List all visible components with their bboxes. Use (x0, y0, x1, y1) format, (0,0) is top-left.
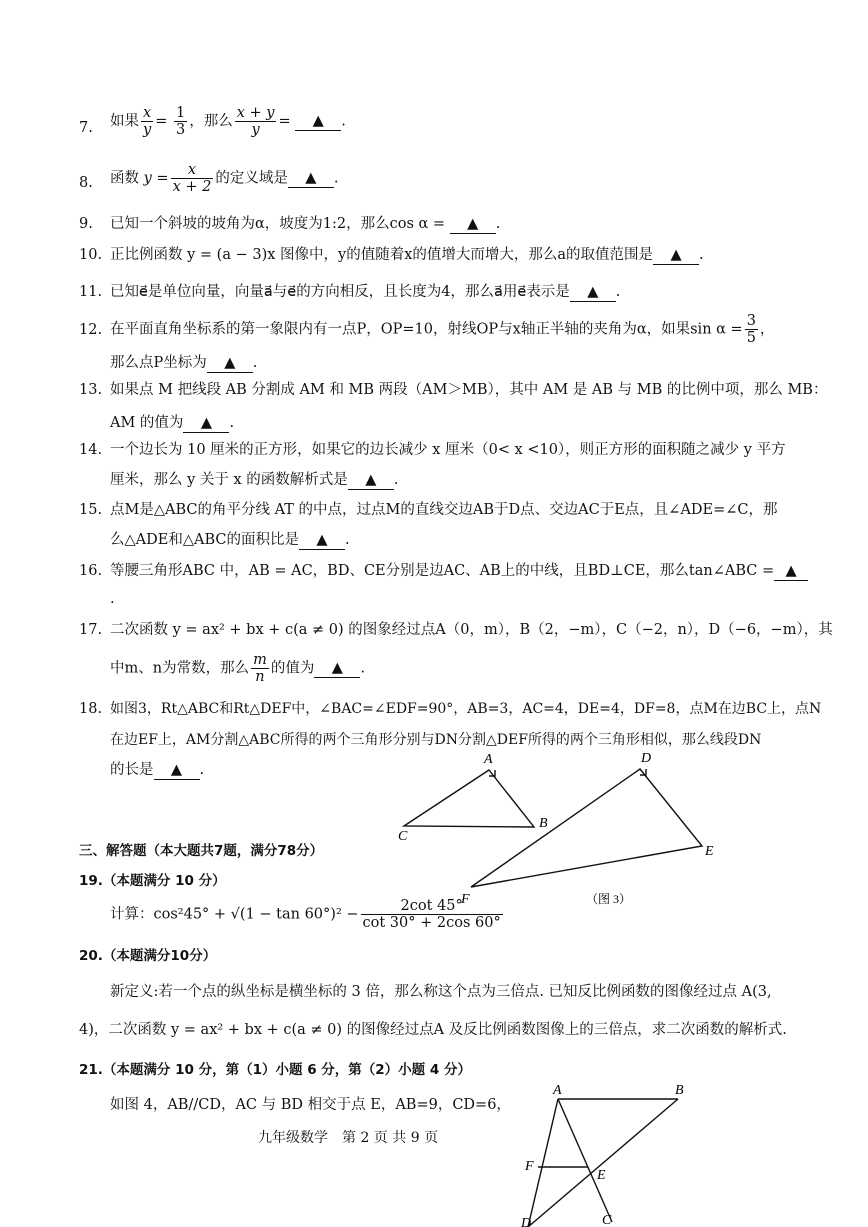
q12-line1: 在平面直角坐标系的第一象限内有一点P，OP=10，射线OP与x轴正半轴的夹角为α，如果sin α = $\frac{3}{5}$ ， (110, 313, 775, 346)
q16-number: 16. (79, 563, 103, 579)
fig4-label-b: B (675, 1083, 684, 1098)
fig4-label-a: A (553, 1083, 562, 1098)
q9-number: 9. (79, 216, 93, 232)
q8-y: y = (143, 170, 169, 187)
q19-heading: 19.（本题满分 10 分） (79, 873, 226, 889)
q12-line2: 那么点P坐标为 ▲ . (110, 355, 258, 371)
q7-mid: ，那么 (189, 113, 233, 130)
q16-answer-blank: ▲ (774, 562, 808, 581)
q21-line1: 如图 4，AB//CD，AC 与 BD 相交于点 E，AB=9，CD=6， (110, 1097, 511, 1113)
q17-answer-blank: ▲ (314, 659, 360, 678)
q18-answer-blank: ▲ (154, 761, 200, 780)
q7-frac2: $\frac{1}{3}$ (175, 105, 186, 138)
q8-line: 函数 y = $\frac{x}{x + 2}$ 的定义域是 ▲ . (110, 162, 339, 195)
q15-number: 15. (79, 502, 103, 518)
q7-pre: 如果 (110, 113, 139, 130)
q7-number: 7. (79, 120, 93, 136)
fig4-label-d: D (521, 1216, 532, 1227)
q18-line2: 在边EF上，AM分割△ABC所得的两个三角形分别与DN分割△DEF所得的两个三角形相似，那么线段DN (110, 732, 762, 748)
fig4-label-c: C (602, 1213, 612, 1227)
q19-expr: cos²45° + √(1 − tan 60°)² − (153, 906, 359, 923)
fig3-label-b: B (539, 816, 548, 831)
q7-answer-blank: ▲ (295, 112, 341, 131)
q12-text1: 在平面直角坐标系的第一象限内有一点P，OP=10，射线OP与x轴正半轴的夹角为α，如果sin α = (110, 321, 743, 338)
fig3-label-e: E (705, 844, 714, 859)
q11-text: 已知e⃗是单位向量，向量a⃗与e⃗的方向相反，且长度为4，那么a⃗用e⃗表示是 (110, 284, 570, 300)
fig3-label-a: A (484, 752, 493, 767)
q19-pre: 计算： (110, 906, 154, 923)
q12-number: 12. (79, 322, 103, 338)
q20-line1: 新定义:若一个点的纵坐标是横坐标的 3 倍，那么称这个点为三倍点. 已知反比例函数的图像经过点 A(3, (110, 984, 772, 1000)
q9-line: 已知一个斜坡的坡角为α，坡度为1:2，那么cos α = ▲ . (110, 216, 501, 232)
q18-line3: 的长是 ▲ . (110, 762, 205, 778)
fig3-label-f: F (461, 892, 470, 907)
q7-eq2: = (278, 113, 291, 130)
q19-frac: $\frac{2\cot 45^\circ}{\cot 30^\circ + 2\cos 60^\circ}$ (362, 898, 501, 931)
q17-line1: 二次函数 y = ax² + bx + c(a ≠ 0) 的图象经过点A（0，m），B（2，−m），C（−2，n），D（−6，−m），其 (110, 622, 833, 638)
q9-answer-blank: ▲ (450, 215, 496, 234)
q14-line1: 一个边长为 10 厘米的正方形，如果它的边长减少 x 厘米（0< x <10），则正方形的面积随之减少 y 平方 (110, 442, 786, 458)
q13-text2: AM 的值为 (110, 415, 184, 431)
q18-text3: 的长是 (110, 762, 154, 778)
fig3-label-c: C (398, 829, 408, 844)
section-3-heading: 三、解答题（本大题共7题，满分78分） (79, 843, 324, 859)
q14-number: 14. (79, 442, 103, 458)
fig3-caption: （图 3） (586, 892, 632, 906)
q7-frac1: $\frac{x}{y}$ (143, 105, 152, 138)
q16-line2: . (110, 591, 115, 607)
q19-formula (110, 898, 505, 931)
q7-line: 如果 $\frac{x}{y}$ = $\frac{1}{3}$ ，那么 $\frac{x + y}{y}$ = ▲ . (110, 105, 346, 138)
q14-answer-blank: ▲ (348, 471, 394, 490)
q13-number: 13. (79, 382, 103, 398)
q17-frac: $\frac{m}{n}$ (253, 652, 267, 685)
q10-number: 10. (79, 247, 103, 263)
q17-text2: 中m、n为常数，那么 (110, 660, 250, 677)
q17-text3: 的值为 (270, 660, 315, 677)
triangle-abc (404, 770, 534, 827)
q15-line1: 点M是△ABC的角平分线 AT 的中点，过点M的直线交边AB于D点、交边AC于E点，且∠ADE=∠C，那 (110, 502, 778, 518)
triangle-def (471, 769, 702, 887)
q8-frac: $\frac{x}{x + 2}$ (172, 162, 212, 195)
q12-frac: $\frac{3}{5}$ (746, 313, 756, 346)
q9-text: 已知一个斜坡的坡角为α，坡度为1:2，那么cos α = (110, 216, 446, 232)
page-footer: 九年级数学 第 2 页 共 9 页 (258, 1130, 439, 1146)
q20-line2: 4)，二次函数 y = ax² + bx + c(a ≠ 0) 的图像经过点A 及反比例函数图像上的三倍点，求二次函数的解析式. (79, 1022, 787, 1038)
q16-line1 (110, 562, 808, 581)
q21-heading: 21.（本题满分 10 分，第（1）小题 6 分，第（2）小题 4 分） (79, 1062, 471, 1078)
q10-line: 正比例函数 y = (a − 3)x 图像中，y的值随着x的值增大而增大，那么a的取值范围是 ▲ . (110, 247, 704, 263)
q10-answer-blank: ▲ (653, 246, 699, 265)
q14-text2: 厘米，那么 y 关于 x 的函数解析式是 (110, 472, 348, 488)
q20-heading: 20.（本题满分10分） (79, 948, 217, 964)
q15-answer-blank: ▲ (299, 531, 345, 550)
q11-line: 已知e⃗是单位向量，向量a⃗与e⃗的方向相反，且长度为4，那么a⃗用e⃗表示是 ▲ . (110, 284, 621, 300)
q10-text: 正比例函数 y = (a − 3)x 图像中，y的值随着x的值增大而增大，那么a的取值范围是 (110, 247, 654, 263)
q7-eq1: = (155, 113, 172, 130)
q7-frac3: $\frac{x + y}{y}$ (236, 105, 275, 138)
q17-line2: 中m、n为常数，那么 $\frac{m}{n}$ 的值为 ▲ . (110, 652, 365, 685)
fig4-label-e: E (597, 1168, 606, 1183)
q14-line2: 厘米，那么 y 关于 x 的函数解析式是 ▲ . (110, 472, 399, 488)
q18-line1: 如图3，Rt△ABC和Rt△DEF中，∠BAC=∠EDF=90°，AB=3，AC=4，DE=4，DF=8，点M在边BC上，点N (110, 701, 822, 717)
fig3-label-d: D (641, 751, 652, 766)
q16-text1: 等腰三角形ABC 中，AB = AC，BD、CE分别是边AC、AB上的中线，且BD⊥CE，那么tan∠ABC = (110, 563, 775, 579)
q13-answer-blank: ▲ (183, 414, 229, 433)
q11-number: 11. (79, 284, 103, 300)
q18-number: 18. (79, 701, 103, 717)
q8-answer-blank: ▲ (288, 169, 334, 188)
q8-pre: 函数 (110, 170, 139, 187)
q12-answer-blank: ▲ (207, 354, 253, 373)
q11-answer-blank: ▲ (570, 283, 616, 302)
q13-line2: AM 的值为 ▲ . (110, 415, 235, 431)
q15-text2: 么△ADE和△ABC的面积比是 (110, 532, 299, 548)
q8-number: 8. (79, 175, 93, 191)
q8-post: 的定义域是 (215, 170, 288, 187)
fig4-label-f: F (525, 1159, 534, 1174)
q13-line1: 如果点 M 把线段 AB 分割成 AM 和 MB 两段（AM＞MB），其中 AM 是 AB 与 MB 的比例中项，那么 MB： (110, 382, 828, 398)
q17-number: 17. (79, 622, 103, 638)
q15-line2: 么△ADE和△ABC的面积比是 ▲ . (110, 532, 350, 548)
q12-text2: 那么点P坐标为 (110, 355, 207, 371)
figure-4 (528, 1099, 678, 1227)
